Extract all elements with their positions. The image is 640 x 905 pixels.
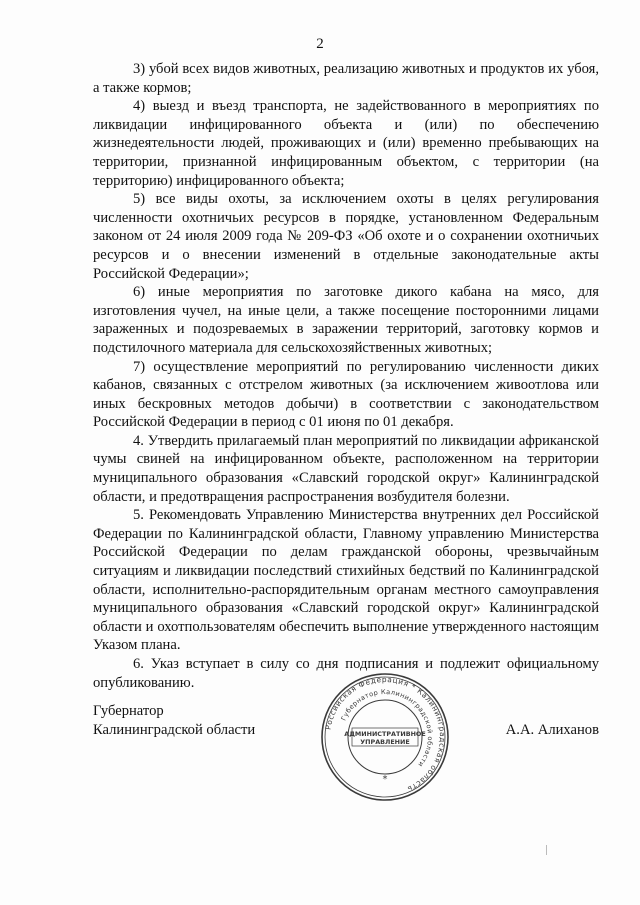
paragraph-point-4: 4. Утвердить прилагаемый план мероприятий по ликвидации африканской чумы свиней на инфицированном объекте, расположенном на территории муниципального образования «Славский городской округ» Калининградской области, и предотвращения распространения возбудителя болезни. <box>93 432 599 505</box>
paragraph-point-5: 5. Рекомендовать Управлению Министерства внутренних дел Российской Федерации по Калининградской области, Главному управлению Министерства Российской Федерации по делам гражданской обороны, чрезвычайным ситуациям и ликвидации последствий стихийных бедствий по Калининградской области, исполнительно-распорядительным органам местного самоуправления муниципального образования «Славский городской округ» Калининградской области и охотпользователям обеспечить выполнение утвержденного настоящим Указом плана. <box>93 507 599 654</box>
signatory-title-line1: Губернатор <box>93 703 164 719</box>
svg-text:Российская Федерация * Калинин: Российская Федерация * Калининградская область <box>323 674 448 795</box>
paragraph-point-6: 6. Указ вступает в силу со дня подписания и подлежит официальному опубликованию. <box>93 656 599 691</box>
paragraph-item-4: 4) выезд и въезд транспорта, не задействованного в мероприятиях по ликвидации инфицированного объекта и (или) по обеспечению жизнедеятельности людей, проживающих и (или) временно пребывающих на территории, признанной инфицированным объектом, с территории (на территорию) инфицированного объекта; <box>93 98 599 189</box>
document-body <box>93 60 599 692</box>
official-seal-stamp <box>320 672 450 802</box>
page-number: 2 <box>316 36 324 52</box>
svg-text:Губернатор Калининградской обл: Губернатор Калининградской области <box>339 687 435 769</box>
scan-artifact <box>546 845 547 855</box>
paragraph-item-3: 3) убой всех видов животных, реализацию животных и продуктов их убоя, а также кормов; <box>93 61 599 96</box>
paragraph-item-7: 7) осуществление мероприятий по регулированию численности диких кабанов, связанных с отстрелом животных (за исключением живоотлова или иных бескровных методов добычи) в соответствии с законодательством Российской Федерации в период с 01 июня по 01 декабря. <box>93 358 599 431</box>
signatory-name: А.А. Алиханов <box>505 722 599 738</box>
paragraph-item-5: 5) все виды охоты, за исключением охоты в целях регулирования численности охотничьих ресурсов в порядке, установленном Федеральным законом от 24 июля 2009 года № 209-ФЗ «Об охоте и о сохранении охотничьих ресурсов и о внесении изменений в отдельные законодательные акты Российской Федерации»; <box>93 191 599 282</box>
signatory-title-line2: Калининградской области <box>93 722 256 738</box>
seal-center-line2: УПРАВЛЕНИЕ <box>360 738 410 746</box>
paragraph-item-6: 6) иные мероприятия по заготовке дикого кабана на мясо, для изготовления чучел, на иные цели, а также посещение посторонними лицами зараженных и подозреваемых в заражении территорий, заготовку кормов и подстилочного материала для сельскохозяйственных животных; <box>93 284 599 356</box>
seal-star-icon: * <box>382 774 388 785</box>
signatory-title <box>93 702 255 740</box>
seal-center-line1: АДМИНИСТРАТИВНОЕ <box>344 730 426 738</box>
